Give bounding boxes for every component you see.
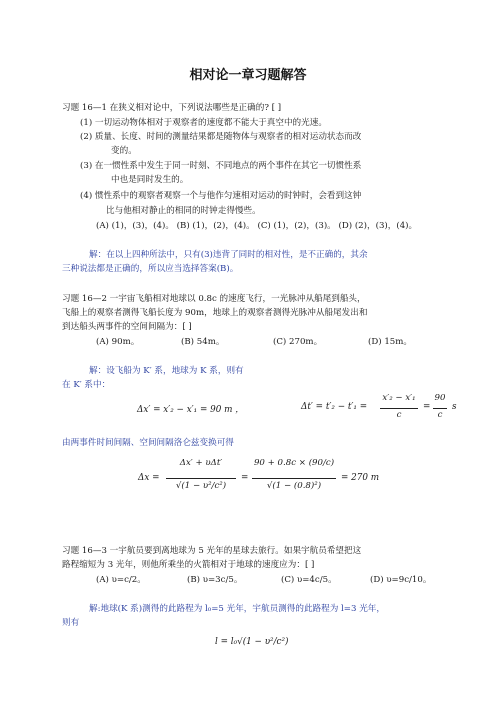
q2-eq2-fraction-bar [380, 408, 418, 409]
q2-solution-line1: 解：设飞船为 K′ 系，地球为 K 系，则有 [89, 366, 244, 376]
q2-eq3-numerator-2: 90 + 0.8c × (90/c) [253, 458, 335, 468]
q2-stem-line1: 习题 16—2 一宇宙飞船相对地球以 0.8c 的速度飞行，一光脉冲从船尾到船头， [62, 294, 366, 304]
q2-eq2-numerator-2: 90 [434, 393, 446, 403]
q3-choice-a: (A) υ=c/2。 [96, 575, 146, 585]
q1-option-4: (4) 惯性系中的观察者观察一个与他作匀速相对运动的时钟时，会看到这钟 [80, 191, 362, 201]
q3-stem-line1: 习题 16—3 一宇航员要到离地球为 5 光年的星球去旅行。如果宇航员希望把这 [62, 546, 362, 556]
q2-eq3-denominator: √(1 − υ²/c²) [175, 481, 227, 491]
q1-choices: (A) (1)，(3)，(4)。 (B) (1)，(2)，(4)。 (C) (1)，(2)，(3)。 (D) (2)，(3)，(4)。 [96, 221, 418, 231]
q2-stem-line3: 到达船头两事件的空间间隔为：[ ] [62, 322, 192, 332]
q2-eq3-fraction-bar [166, 478, 236, 479]
q2-stem-line2: 飞船上的观察者测得飞船长度为 90m，地球上的观察者测得光脉冲从船尾发出和 [62, 308, 368, 318]
q1-solution-line1: 解：在以上四种所法中，只有(3)违背了同时的相对性，是不正确的，其余 [89, 250, 368, 260]
q1-option-3: (3) 在一惯性系中发生于同一时刻、不同地点的两个事件在其它一切惯性系 [80, 161, 362, 171]
q3-equation: l = l₀√(1 − υ²/c²) [215, 637, 289, 647]
q3-choice-b: (B) υ=3c/5。 [187, 575, 243, 585]
q1-option-3-cont: 中也是同时发生的。 [111, 175, 189, 185]
q3-choice-d: (D) υ=9c/10。 [370, 575, 432, 585]
q2-eq3-left: Δx = [138, 473, 160, 483]
q3-stem-line2: 路程缩短为 3 光年，则他所乘坐的火箭相对于地球的速度应为：[ ] [62, 560, 315, 570]
q2-solution-line2: 在 K′ 系中： [62, 380, 111, 390]
q1-option-4-cont: 比与他相对静止的相同的时钟走得慢些。 [106, 206, 261, 216]
q2-equation-dt-left: Δt′ = t′₂ − t′₁ = [301, 402, 368, 412]
page-title: 相对论一章习题解答 [189, 68, 307, 83]
q1-solution-line2: 三种说法都是正确的，所以应当选择答案(B)。 [62, 264, 239, 274]
q2-eq2-numerator: x′₂ − x′₁ [382, 393, 416, 403]
q3-solution-line1: 解:地球(K 系)测得的此路程为 l₀=5 光年，宇航员测得的此路程为 l=3 光年， [89, 604, 385, 614]
q2-eq2-denominator: c [396, 410, 402, 420]
q1-stem: 习题 16—1 在狭义相对论中，下列说法哪些是正确的? [ ] [62, 103, 282, 113]
q2-solution-line3: 由两事件时间间隔、空间间隔洛仑兹变换可得 [62, 438, 234, 448]
q2-eq3-numerator: Δx′ + υΔt′ [179, 458, 223, 468]
q2-choice-a: (A) 90m。 [96, 337, 140, 347]
q2-eq2-equals: = [423, 402, 431, 412]
q1-option-2-cont: 变的。 [111, 146, 137, 156]
q3-choice-c: (C) υ=4c/5。 [281, 575, 337, 585]
q2-choice-c: (C) 270m。 [273, 337, 323, 347]
q2-eq2-denominator-2: c [437, 410, 443, 420]
q2-eq3-result: = 270 m [341, 473, 380, 483]
q2-eq3-fraction-bar-2 [252, 478, 336, 479]
q1-option-2: (2) 质量、长度、时间的测量结果都是随物体与观察者的相对运动状态而改 [80, 132, 362, 142]
q2-eq3-denominator-2: √(1 − (0.8)²) [266, 481, 322, 491]
q3-solution-line2: 则有 [62, 618, 80, 628]
q2-equation-dx-prime: Δx′ = x′₂ − x′₁ = 90 m ， [137, 405, 245, 415]
q2-eq3-equals: = [241, 473, 249, 483]
q2-eq2-fraction-bar-2 [433, 408, 447, 409]
q2-eq2-unit: s [452, 402, 457, 412]
q2-choice-d: (D) 15m。 [368, 337, 413, 347]
q1-option-1: (1) 一切运动物体相对于观察者的速度都不能大于真空中的光速。 [80, 118, 327, 128]
q2-choice-b: (B) 54m。 [181, 337, 225, 347]
